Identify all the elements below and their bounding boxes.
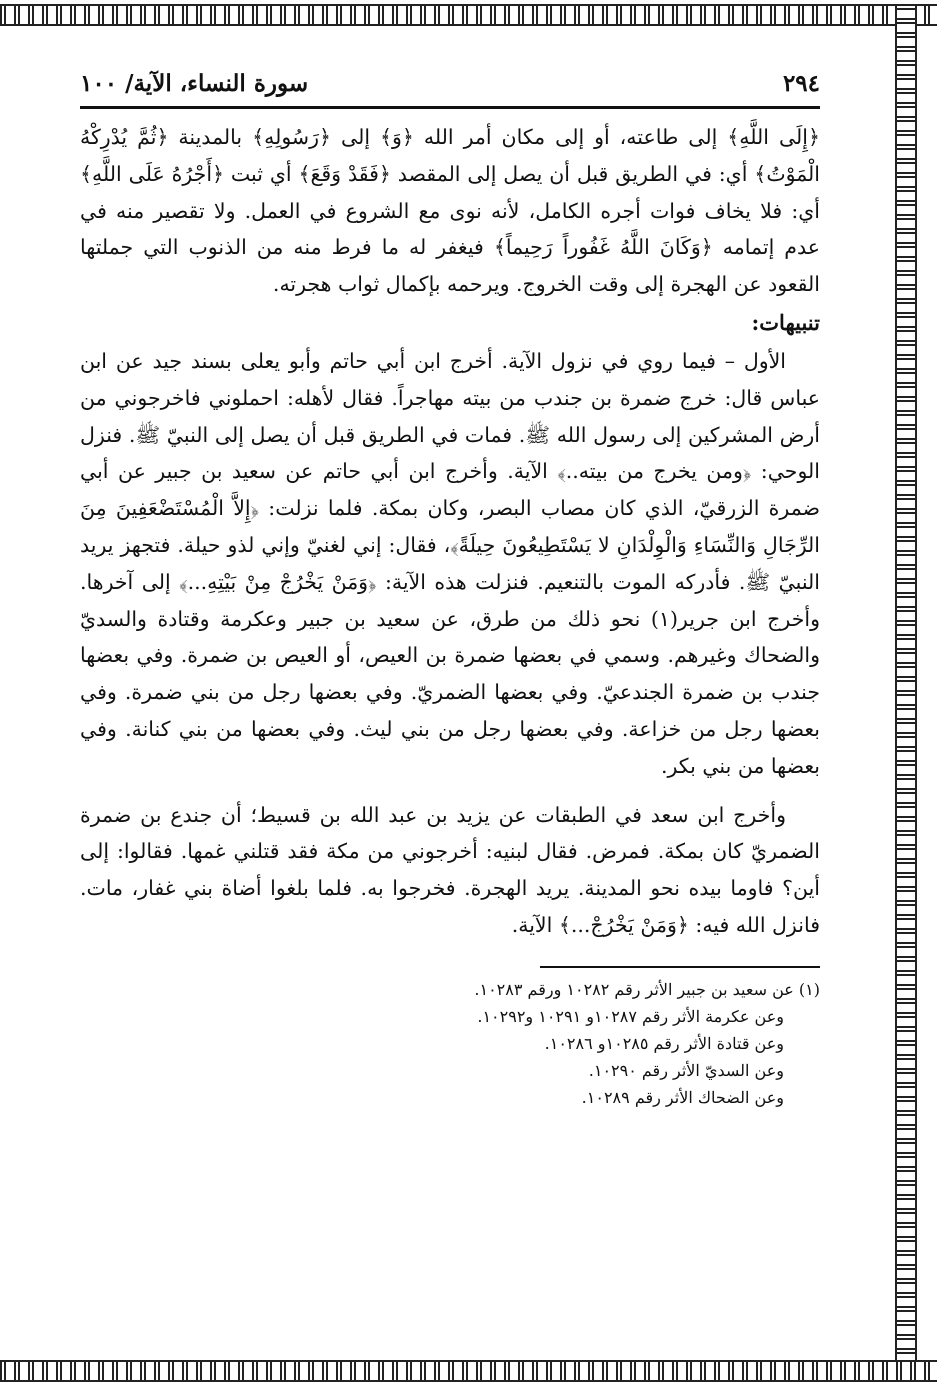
surah-reference: سورة النساء، الآية/ ١٠٠ (80, 69, 309, 97)
ornamental-border-bottom (0, 1360, 937, 1382)
footnotes (80, 976, 820, 1111)
footnote-divider (540, 966, 820, 968)
body-text (80, 119, 820, 944)
section-heading: تنبيهات: (751, 309, 820, 335)
paragraph-2: الأول – فيما روي في نزول الآية. أخرج ابن أبي حاتم وأبو يعلى بسند جيد عن ابن عباس قال: خرج ضمرة بن جندب من بيته مهاجراً. فقال لأهله: احملوني فاخرجوني من أرض المشركين إلى رسول الله ﷺ. فمات في الطريق قبل أن يصل إلى النبيّ ﷺ. فنزل الوحي: ﴿ومن يخرج من بيته..﴾ الآية. وأخرج ابن أبي حاتم عن سعيد بن جبير عن أبي ضمرة الزرقيّ، الذي كان مصاب البصر، وكان بمكة. فلما نزلت: ﴿إِلاَّ الْمُسْتَضْعَفِينَ مِنَ الرِّجَالِ وَالنِّسَاءِ وَالْوِلْدَانِ لا يَسْتَطِيعُونَ حِيلَةً﴾، فقال: إني لغنيّ وإني لذو حيلة. فتجهز يريد النبيّ ﷺ. فأدركه الموت بالتنعيم. فنزلت هذه الآية: ﴿وَمَنْ يَخْرُجْ مِنْ بَيْتِهِ...﴾ إلى آخرها. وأخرج ابن جرير(١) نحو ذلك من طرق، عن سعيد بن جبير وعكرمة وقتادة والسديّ والضحاك وغيرهم. وسمي في بعضها ضمرة بن العيص، أو العيص بن ضمرة. وفي بعضها جندب بن ضمرة الجندعيّ. وفي بعضها الضمريّ. وفي بعضها رجل من بني ضمرة. وفي بعضها رجل من خزاعة. وفي بعضها رجل من بني ليث. وفي بعضها من بني كنانة. وفي بعضها من بني بكر. (80, 348, 820, 778)
page-number: ٢٩٤ (782, 69, 820, 97)
footnote-line: وعن السديّ الأثر رقم ١٠٢٩٠. (588, 1060, 784, 1080)
ornamental-border-right (895, 4, 917, 1382)
ornamental-border-top (0, 4, 937, 26)
footnote-line: وعن عكرمة الأثر رقم ١٠٢٨٧و ١٠٢٩١ و١٠٢٩٢. (477, 1006, 784, 1026)
page-header (80, 60, 820, 109)
paragraph-1: ﴿إِلَى اللَّهِ﴾ إلى طاعته، أو إلى مكان أمر الله ﴿وَ﴾ إلى ﴿رَسُولِهِ﴾ بالمدينة ﴿ثُمَّ يُدْرِكْهُ الْمَوْتُ﴾ أي: في الطريق قبل أن يصل إلى المقصد ﴿فَقَدْ وَقَعَ﴾ أي ثبت ﴿أَجْرُهُ عَلَى اللَّهِ﴾ أي: فلا يخاف فوات أجره الكامل، لأنه نوى مع الشروع في العمل. ولا تقصير منه في عدم إتمامه ﴿وَكَانَ اللَّهُ غَفُوراً رَحِيماً﴾ فيغفر له ما فرط منه من الذنوب التي جملتها القعود عن الهجرة إلى وقت الخروج. ويرحمه بإكمال ثواب هجرته. (80, 125, 820, 297)
page (80, 60, 820, 1111)
paragraph-3: وأخرج ابن سعد في الطبقات عن يزيد بن عبد الله بن قسيط؛ أن جندع بن ضمرة الضمريّ كان بمكة. فمرض. فقال لبنيه: أخرجوني من مكة فقد قتلني غمها. فقالوا: إلى أين؟ فاوما بيده نحو المدينة. يريد الهجرة. فخرجوا به. فلما بلغوا أضاة بني غفار، مات. فانزل الله فيه: ﴿وَمَنْ يَخْرُجْ...﴾ الآية. (80, 802, 820, 937)
footnote-line: وعن قتادة الأثر رقم ١٠٢٨٥و ١٠٢٨٦. (544, 1033, 784, 1053)
footnote-line: (١) عن سعيد بن جبير الأثر رقم ١٠٢٨٢ ورقم ١٠٢٨٣. (474, 979, 820, 999)
footnote-line: وعن الضحاك الأثر رقم ١٠٢٨٩. (581, 1087, 784, 1107)
